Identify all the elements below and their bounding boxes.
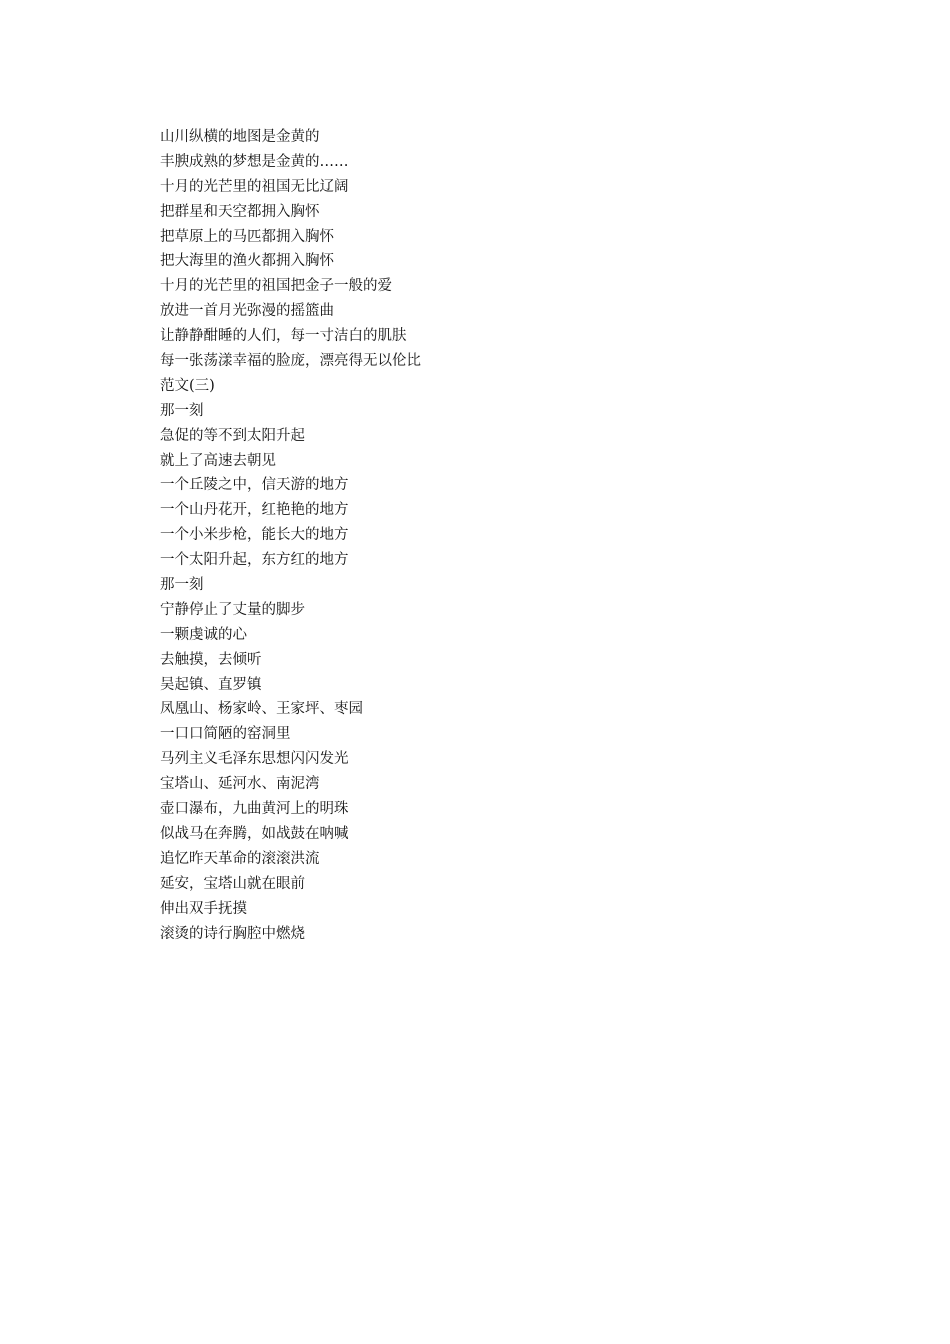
poem-line: 十月的光芒里的祖国无比辽阔: [160, 178, 349, 195]
poem-line: 凤凰山、杨家岭、王家坪、枣园: [160, 701, 363, 718]
poem-line: 每一张荡漾幸福的脸庞，漂亮得无以伦比: [160, 353, 421, 370]
poem-line: 一个太阳升起，东方红的地方: [160, 552, 349, 569]
poem-line: 就上了高速去朝见: [160, 452, 276, 469]
poem-line: 壶口瀑布，九曲黄河上的明珠: [160, 801, 349, 818]
poem-line: 那一刻: [160, 577, 204, 594]
poem-line: 滚烫的诗行胸腔中燃烧: [160, 925, 305, 942]
poem-line: 那一刻: [160, 402, 204, 419]
poem-line: 伸出双手抚摸: [160, 900, 247, 917]
poem-line: 一个小米步枪，能长大的地方: [160, 527, 349, 544]
poem-line: 一口口简陋的窑洞里: [160, 726, 291, 743]
poem-line: 一个丘陵之中，信天游的地方: [160, 477, 349, 494]
poem-line: 一颗虔诚的心: [160, 626, 247, 643]
poem-line: 范文(三): [160, 377, 215, 394]
poem-line: 丰腴成熟的梦想是金黄的……: [160, 153, 349, 170]
poem-line: 追忆昨天革命的滚滚洪流: [160, 850, 320, 867]
poem-line: 去触摸，去倾听: [160, 651, 262, 668]
poem-line: 似战马在奔腾，如战鼓在呐喊: [160, 825, 349, 842]
poem-text: [160, 125, 421, 946]
poem-line: 把群星和天空都拥入胸怀: [160, 203, 320, 220]
poem-line: 急促的等不到太阳升起: [160, 427, 305, 444]
poem-line: 马列主义毛泽东思想闪闪发光: [160, 751, 349, 768]
poem-line: 宝塔山、延河水、南泥湾: [160, 776, 320, 793]
poem-line: 一个山丹花开，红艳艳的地方: [160, 502, 349, 519]
poem-line: 让静静酣睡的人们，每一寸洁白的肌肤: [160, 328, 407, 345]
poem-line: 把草原上的马匹都拥入胸怀: [160, 228, 334, 245]
poem-line: 十月的光芒里的祖国把金子一般的爱: [160, 278, 392, 295]
poem-line: 放进一首月光弥漫的摇篮曲: [160, 303, 334, 320]
poem-line: 延安，宝塔山就在眼前: [160, 875, 305, 892]
poem-line: 吴起镇、直罗镇: [160, 676, 262, 693]
poem-line: 宁静停止了丈量的脚步: [160, 601, 305, 618]
poem-line: 把大海里的渔火都拥入胸怀: [160, 253, 334, 270]
poem-line: 山川纵横的地图是金黄的: [160, 129, 320, 145]
